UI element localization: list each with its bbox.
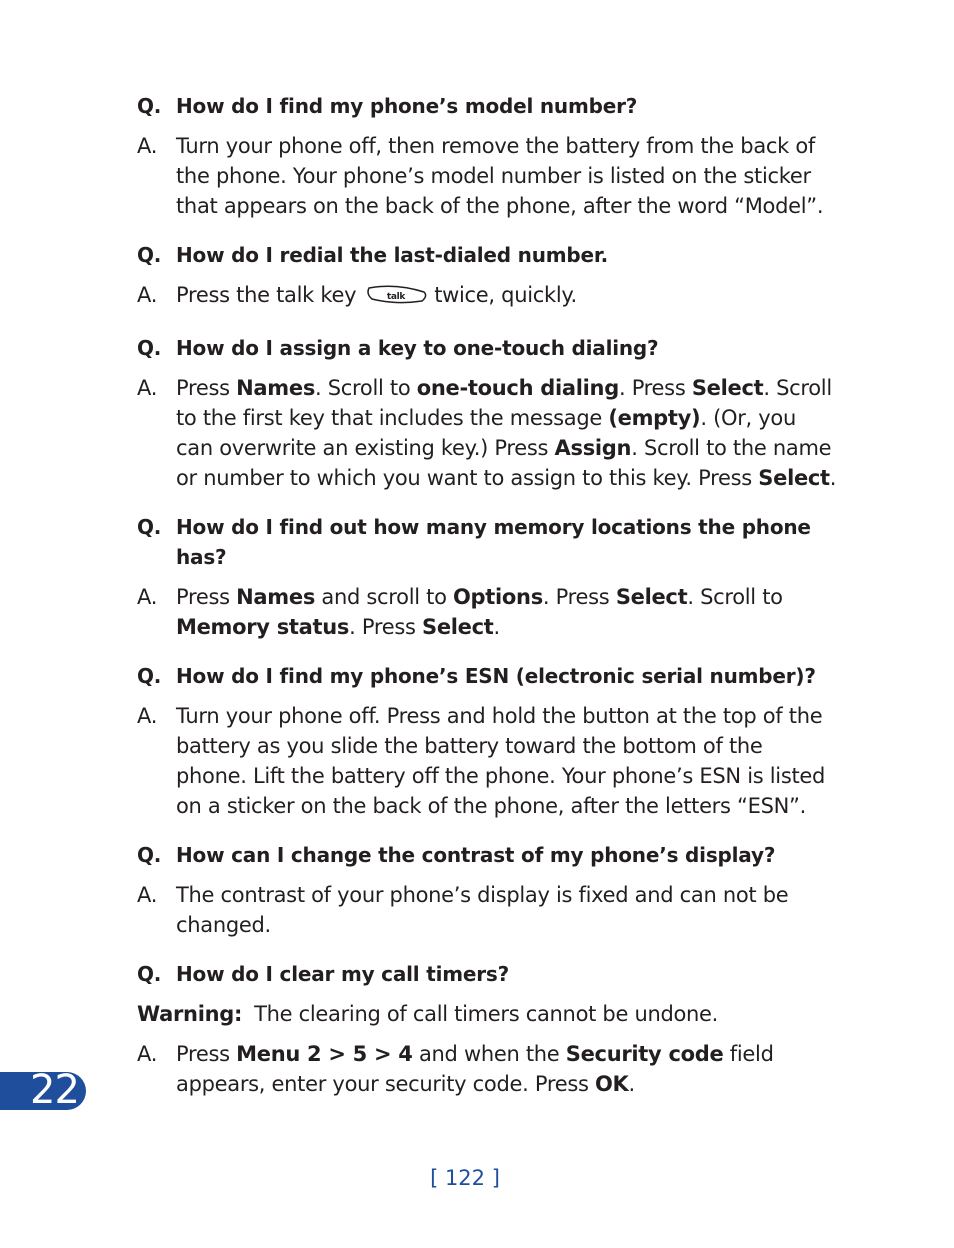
talk-key-label: talk [387, 292, 406, 302]
question: Q. How do I redial the last-dialed number. [137, 243, 609, 267]
answer: A. Press Menu 2 > 5 > 4 and when the Security code field appears, enter your security code. Press OK. [137, 1042, 774, 1096]
question: Q. How do I find my phone’s ESN (electronic serial number)? [137, 664, 816, 688]
question: Q. How do I find my phone’s model number? [137, 94, 638, 118]
faq-content [137, 91, 837, 1118]
warning-note: Warning: The clearing of call timers cannot be undone. [137, 1002, 719, 1026]
answer: A. Turn your phone off, then remove the battery from the back of the phone. Your phone’s model number is listed on the sticker that appears on the back of the phone, after the word “Model”. [137, 134, 824, 218]
talk-key-icon [366, 284, 428, 314]
page-number: [ 122 ] [430, 1166, 500, 1190]
answer: A. The contrast of your phone’s display is fixed and can not be changed. [137, 883, 789, 937]
answer: A. Press the talk key talk twice, quickly. [137, 280, 837, 314]
question: Q. How do I find out how many memory locations the phone has? [137, 515, 811, 569]
chapter-number: 22 [30, 1067, 79, 1113]
answer: A. Press Names. Scroll to one-touch dialing. Press Select. Scroll to the first key that includes the message (empty). (Or, you can overwrite an existing key.) Press Assign. Scroll to the name or number to which you want to assign to this key. Press Select. [137, 376, 837, 490]
question: Q. How can I change the contrast of my phone’s display? [137, 843, 776, 867]
question: Q. How do I clear my call timers? [137, 962, 509, 986]
chapter-tab [0, 1067, 86, 1113]
answer: A. Press Names and scroll to Options. Press Select. Scroll to Memory status. Press Select. [137, 585, 783, 639]
question: Q. How do I assign a key to one-touch dialing? [137, 336, 659, 360]
answer: A. Turn your phone off. Press and hold the button at the top of the battery as you slide the battery toward the bottom of the phone. Lift the battery off the phone. Your phone’s ESN is listed on a sticker on the back of the phone, after the letters “ESN”. [137, 704, 826, 818]
